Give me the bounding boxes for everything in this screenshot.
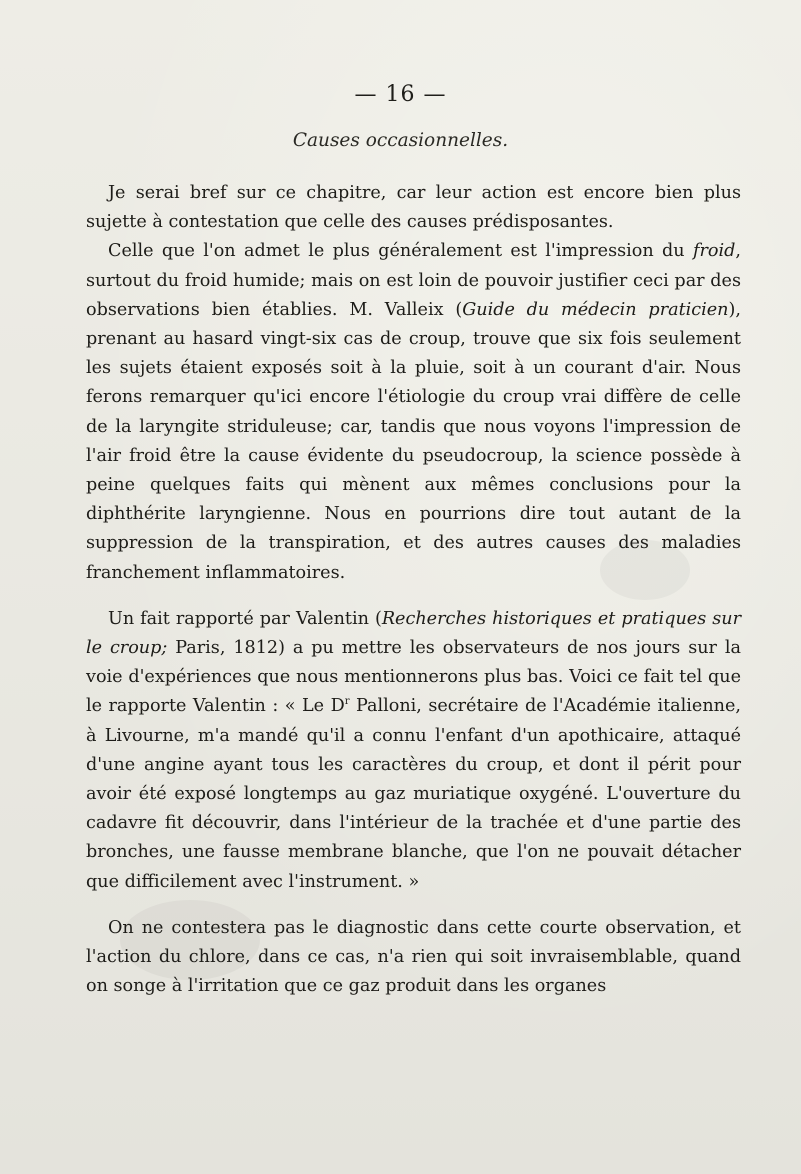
paragraph-3 — [86, 605, 741, 897]
paragraph-1: Je serai bref sur ce chapitre, car leur action est encore bien plus sujette à contestation que celle des causes prédisposantes. — [86, 183, 741, 233]
page-number: — 16 — — [354, 82, 447, 107]
paragraph-2-text-b: , surtout du froid humide; mais on est loin de pouvoir justifier ceci par des observations bien établies. M. Valleix ( — [86, 241, 741, 320]
paragraph-2-text-a: Celle que l'on admet le plus généralement est l'impression du — [108, 241, 693, 262]
italic-guide-title: Guide du médecin praticien — [462, 299, 729, 320]
paragraph-3-text-a: Un fait rapporté par Valentin ( — [108, 608, 382, 629]
italic-froid: froid — [693, 241, 736, 262]
italic-recherches-title: Recherches historiques et pratiques sur le croup; — [86, 608, 741, 659]
paragraph-2-text-c: ), prenant au hasard vingt-six cas de croup, trouve que six fois seulement les sujets étaient exposés soit à la pluie, soit à un courant d'air. Nous ferons remarquer qu'ici encore l'étiologie du croup vrai diffère de celle de la laryngite striduleuse; car, tandis que nous voyons l'impression de l'air froid être la cause évidente du pseudocroup, la science possède à peine quelques faits qui mènent aux mêmes conclusions pour la diphthérite laryngienne. Nous en pourrions dire tout autant de la suppression de la transpiration, et des autres causes des maladies franchement inflammatoires. — [86, 299, 741, 583]
paragraph-3-text-b: Paris, 1812) a pu mettre les observateurs de nos jours sur la voie d'expériences que nous mentionnerons plus bas. Voici ce fait tel que le rapporte Valentin : « Le D — [86, 638, 741, 717]
paragraph-2 — [86, 237, 741, 587]
paragraph-3-text-c: Palloni, secrétaire de l'Académie italienne, à Livourne, m'a mandé qu'il a connu l'enfant d'un apothicaire, attaqué d'une angine ayant tous les caractères du croup, et dont il périt pour avoir été exposé longtemps au gaz muriatique oxygéné. L'ouverture du cadavre fit découvrir, dans l'intérieur de la trachée et d'une partie des bronches, une fausse membrane blanche, que l'on ne pouvait détacher que difficilement avec l'instrument. » — [86, 696, 742, 892]
paragraph-4: On ne contestera pas le diagnostic dans cette courte observation, et l'action du chlore, dans ce cas, n'a rien qui soit invraisemblable, quand on songe à l'irritation que ce gaz produit dans les organes — [86, 917, 741, 997]
section-title: Causes occasionnelles. — [292, 130, 509, 151]
superscript-r: r — [344, 696, 350, 708]
body-text — [86, 179, 741, 1001]
